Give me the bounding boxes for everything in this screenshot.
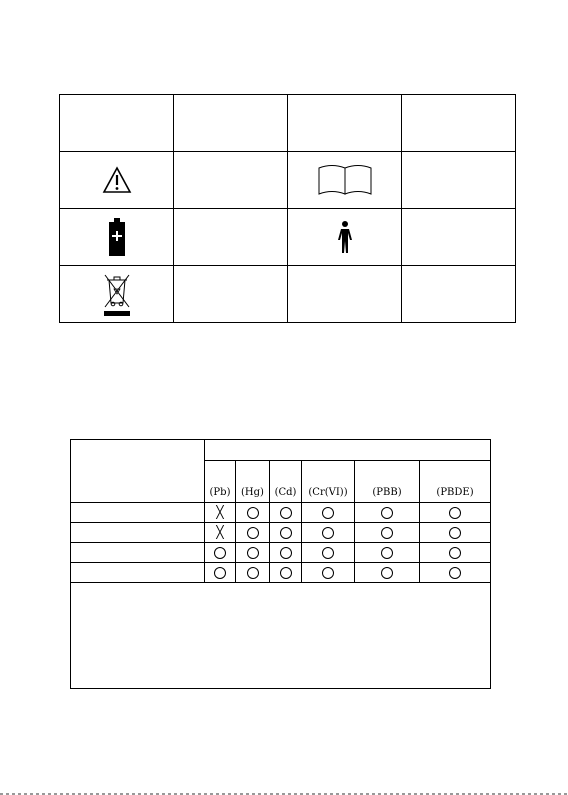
- hazard-part-row: [71, 503, 491, 523]
- exceeds-limit-cross-mark: ╳: [216, 505, 224, 519]
- symbols-header-row: [60, 95, 516, 152]
- part-name-cell: [71, 523, 205, 543]
- description-cell: [402, 209, 516, 266]
- compliant-circle-mark: [381, 547, 393, 559]
- substance-mark-cell: [270, 523, 302, 543]
- description-cell: [174, 266, 288, 323]
- compliant-circle-mark: [247, 527, 259, 539]
- substance-mark-cell: [270, 503, 302, 523]
- compliant-circle-mark: [247, 567, 259, 579]
- substance-mark-cell: [205, 503, 236, 523]
- compliant-circle-mark: [214, 567, 226, 579]
- substance-mark-cell: [236, 503, 270, 523]
- substance-mark-cell: [236, 523, 270, 543]
- substance-mark-cell: [302, 563, 355, 583]
- compliant-circle-mark: [322, 527, 334, 539]
- substance-header: (Cr(VI)): [302, 461, 355, 503]
- compliant-circle-mark: [322, 567, 334, 579]
- substance-mark-cell: [302, 503, 355, 523]
- hazard-part-row: [71, 563, 491, 583]
- compliant-circle-mark: [322, 547, 334, 559]
- compliant-circle-mark: [381, 527, 393, 539]
- substance-mark-cell: [270, 563, 302, 583]
- warning-triangle-icon: [102, 166, 132, 194]
- compliant-circle-mark: [214, 547, 226, 559]
- exceeds-limit-cross-mark: ╳: [216, 525, 224, 539]
- symbol-header-cell: [288, 95, 402, 152]
- substance-mark-cell: [355, 503, 420, 523]
- substance-header: (Hg): [236, 461, 270, 503]
- substance-mark-cell: [302, 543, 355, 563]
- substance-mark-cell: [355, 523, 420, 543]
- hazard-part-row: [71, 523, 491, 543]
- compliant-circle-mark: [280, 567, 292, 579]
- substance-mark-cell: [302, 523, 355, 543]
- symbol-cell: [60, 152, 174, 209]
- hazard-part-row: [71, 543, 491, 563]
- compliant-circle-mark: [322, 507, 334, 519]
- substance-header: (PBB): [355, 461, 420, 503]
- symbols-table: [59, 94, 516, 323]
- substance-group-header-cell: [205, 440, 491, 461]
- description-cell: [402, 152, 516, 209]
- symbol-cell: [288, 152, 402, 209]
- compliant-circle-mark: [449, 527, 461, 539]
- substance-mark-cell: [205, 523, 236, 543]
- hazard-note-cell: [71, 583, 491, 689]
- compliant-circle-mark: [449, 547, 461, 559]
- description-cell: [174, 152, 288, 209]
- symbols-row: [60, 152, 516, 209]
- substance-mark-cell: [420, 563, 491, 583]
- substance-mark-cell: [205, 563, 236, 583]
- symbols-row: [60, 266, 516, 323]
- symbols-row: [60, 209, 516, 266]
- part-name-header-cell: [71, 440, 205, 503]
- hazardous-substances-table: [70, 439, 491, 689]
- compliant-circle-mark: [247, 547, 259, 559]
- weee-crossed-bin-icon: [100, 271, 134, 317]
- substance-mark-cell: [355, 563, 420, 583]
- substance-mark-cell: [236, 563, 270, 583]
- substance-header: (PBDE): [420, 461, 491, 503]
- description-cell: [402, 266, 516, 323]
- battery-icon: [107, 217, 127, 257]
- substance-header: (Pb): [205, 461, 236, 503]
- hazard-note-row: [71, 583, 491, 689]
- symbol-cell: [60, 209, 174, 266]
- compliant-circle-mark: [280, 507, 292, 519]
- substance-mark-cell: [205, 543, 236, 563]
- part-name-cell: [71, 503, 205, 523]
- substance-mark-cell: [420, 503, 491, 523]
- description-header-cell: [402, 95, 516, 152]
- substance-mark-cell: [420, 523, 491, 543]
- instruction-manual-icon: [316, 163, 374, 197]
- description-header-cell: [174, 95, 288, 152]
- symbol-cell: [288, 209, 402, 266]
- symbol-header-cell: [60, 95, 174, 152]
- compliant-circle-mark: [381, 507, 393, 519]
- hazard-body: [71, 503, 491, 583]
- substance-mark-cell: [236, 543, 270, 563]
- symbol-cell: [60, 266, 174, 323]
- compliant-circle-mark: [280, 547, 292, 559]
- compliant-circle-mark: [280, 527, 292, 539]
- substance-mark-cell: [420, 543, 491, 563]
- part-name-cell: [71, 563, 205, 583]
- substance-mark-cell: [355, 543, 420, 563]
- compliant-circle-mark: [449, 507, 461, 519]
- type-b-applied-part-icon: [333, 220, 357, 254]
- substance-header: (Cd): [270, 461, 302, 503]
- part-name-cell: [71, 543, 205, 563]
- compliant-circle-mark: [381, 567, 393, 579]
- compliant-circle-mark: [247, 507, 259, 519]
- symbol-cell: [288, 266, 402, 323]
- substance-mark-cell: [270, 543, 302, 563]
- description-cell: [174, 209, 288, 266]
- hazard-header-row: [71, 440, 491, 461]
- compliant-circle-mark: [449, 567, 461, 579]
